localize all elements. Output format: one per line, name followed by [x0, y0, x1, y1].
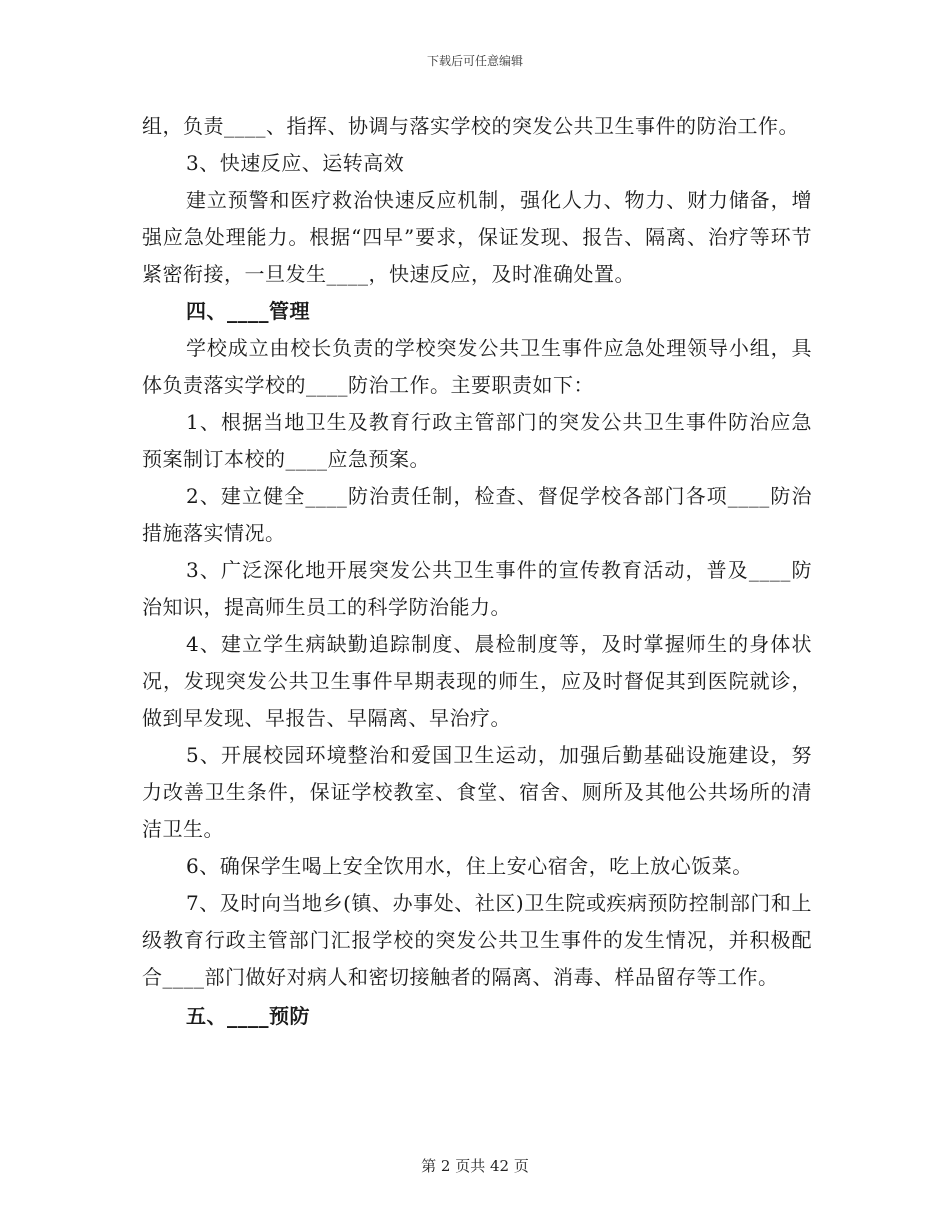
- duty-item-1: 1、根据当地卫生及教育行政主管部门的突发公共卫生事件防治应急预案制订本校的____应急预案。: [142, 410, 812, 471]
- duty-item-7: 7、及时向当地乡(镇、办事处、社区)卫生院或疾病预防控制部门和上级教育行政主管部门汇报学校的突发公共卫生事件的发生情况，并积极配合____部门做好对病人和密切接触者的隔离、消毒、样品留存等工作。: [142, 891, 812, 989]
- duty-item-6: 6、确保学生喝上安全饮用水，住上安心宿舍，吃上放心饭菜。: [186, 854, 753, 878]
- section-heading-management: 四、____管理: [186, 299, 310, 323]
- page-header: 下载后可任意编辑: [426, 54, 523, 68]
- subheading-rapid-response: 3、快速反应、运转高效: [186, 151, 405, 175]
- section-heading-prevention: 五、____预防: [186, 1004, 310, 1028]
- duty-item-3: 3、广泛深化地开展突发公共卫生事件的宣传教育活动，普及____防治知识，提高师生员工的科学防治能力。: [142, 558, 812, 619]
- duty-item-5: 5、开展校园环境整治和爱国卫生运动，加强后勤基础设施建设，努力改善卫生条件，保证学校教室、食堂、宿舍、厕所及其他公共场所的清洁卫生。: [142, 743, 812, 841]
- duty-item-4: 4、建立学生病缺勤追踪制度、晨检制度等，及时掌握师生的身体状况，发现突发公共卫生事件早期表现的师生，应及时督促其到医院就诊，做到早发现、早报告、早隔离、早治疗。: [142, 632, 812, 730]
- duty-item-2: 2、建立健全____防治责任制，检查、督促学校各部门各项____防治措施落实情况。: [142, 484, 812, 545]
- paragraph-early-warning: 建立预警和医疗救治快速反应机制，强化人力、物力、财力储备，增强应急处理能力。根据“四早”要求，保证发现、报告、隔离、治疗等环节紧密衔接，一旦发生____，快速反应，及时准确处置。: [142, 188, 812, 286]
- document-body: [142, 108, 812, 1035]
- paragraph-continuation: 组，负责____、指挥、协调与落实学校的突发公共卫生事件的防治工作。: [142, 114, 799, 138]
- paragraph-leadership-group: 学校成立由校长负责的学校突发公共卫生事件应急处理领导小组，具体负责落实学校的____防治工作。主要职责如下：: [142, 336, 812, 397]
- page-footer: 第 2 页共 42 页: [421, 1157, 529, 1175]
